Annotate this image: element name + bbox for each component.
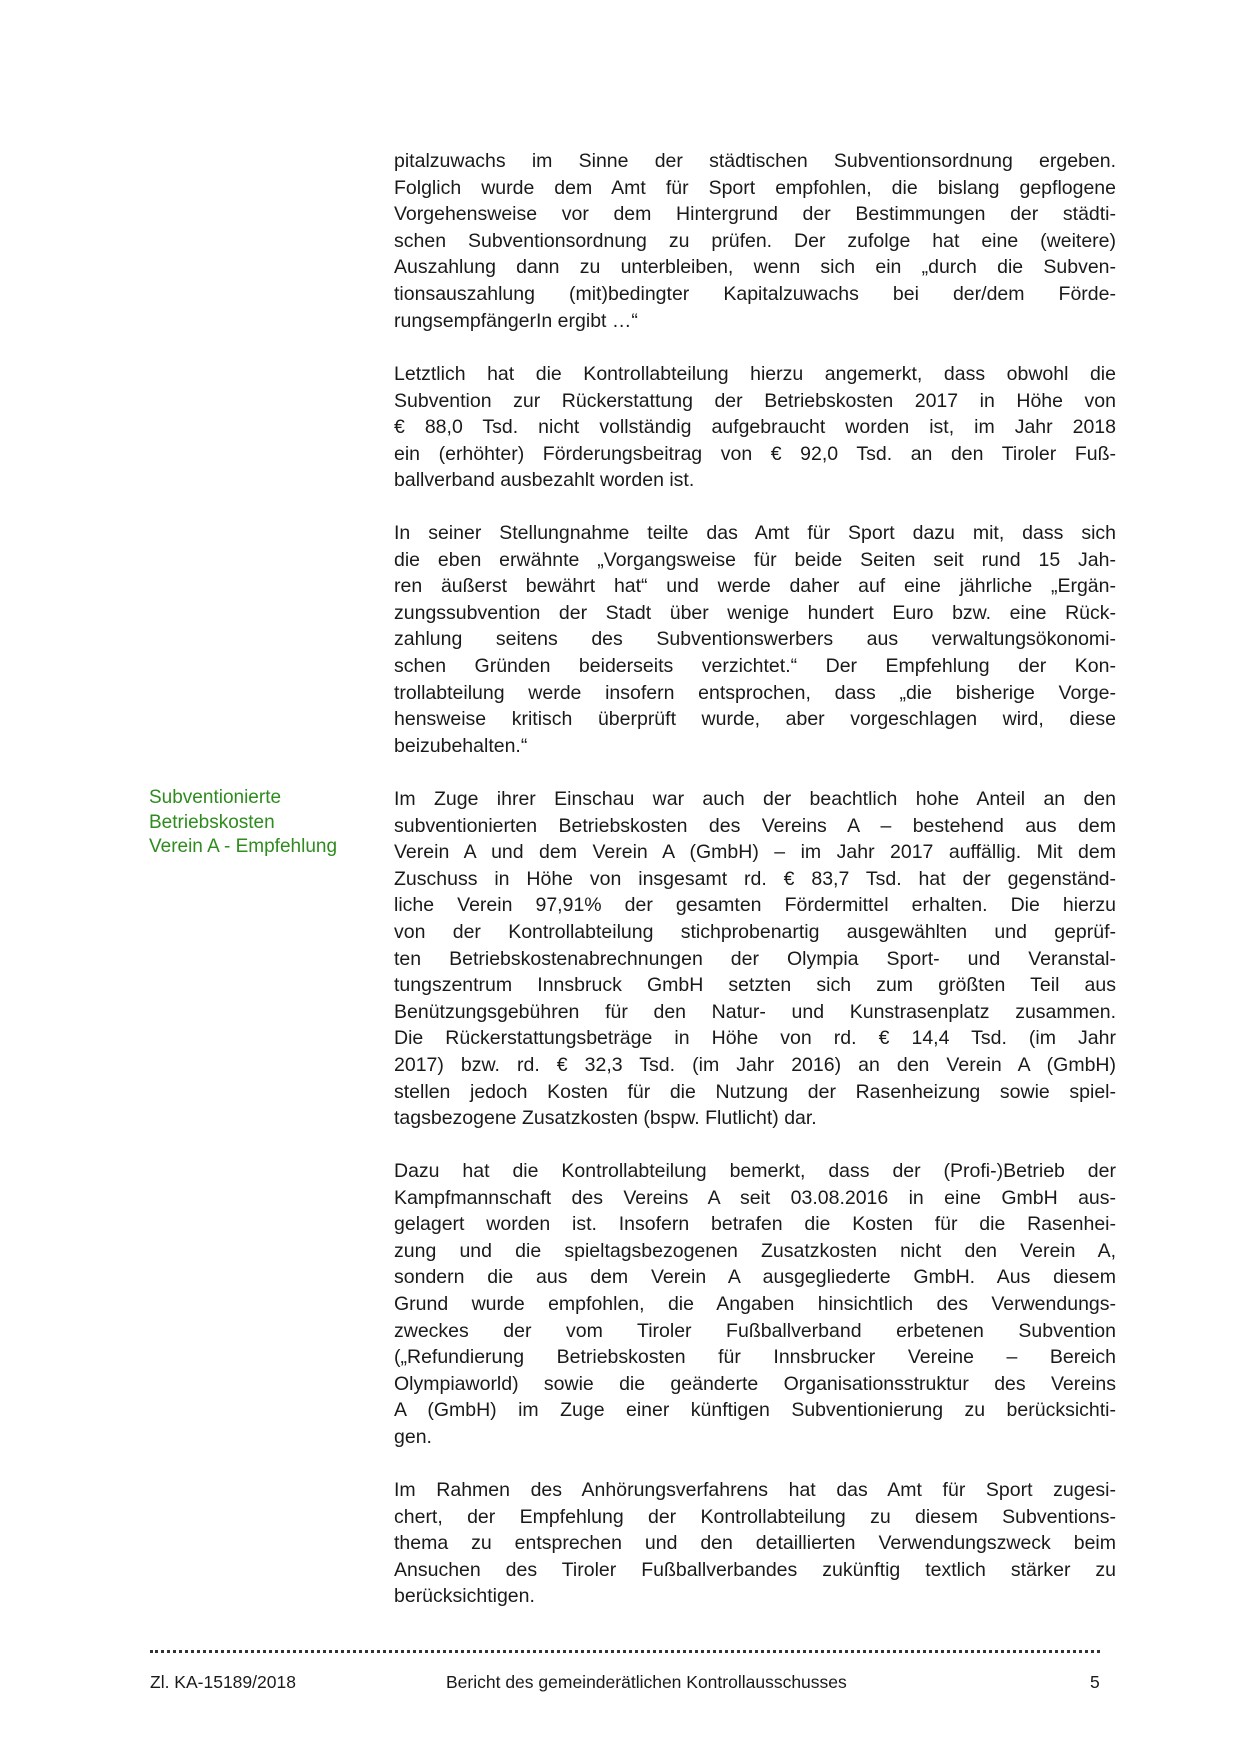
text-line: ballverband ausbezahlt worden ist. <box>394 469 695 492</box>
text-line: tungszentrum Innsbruck GmbH setzten sich zum größten Teil aus <box>394 974 1116 997</box>
margin-heading-line: Verein A - Empfehlung <box>149 836 338 857</box>
text-line: pitalzuwachs im Sinne der städtischen Subventionsordnung ergeben. <box>394 150 1116 172</box>
margin-heading <box>149 786 337 860</box>
text-line: berücksichtigen. <box>394 1585 535 1608</box>
margin-heading-line: Betriebskosten <box>149 811 275 833</box>
text-line: zungssubvention der Stadt über wenige hundert Euro bzw. eine Rück- <box>394 601 1116 624</box>
text-line: zahlung seitens des Subventionswerbers aus verwaltungsökonomi- <box>394 628 1116 651</box>
text-line: Kampfmannschaft des Vereins A seit 03.08.2016 in eine GmbH aus- <box>394 1186 1116 1209</box>
text-line: thema zu entsprechen und den detaillierten Verwendungszweck beim <box>394 1532 1116 1555</box>
text-line: hensweise kritisch überprüft wurde, aber vorgeschlagen wird, diese <box>394 708 1116 731</box>
text-line: Subvention zur Rückerstattung der Betriebskosten 2017 in Höhe von <box>394 389 1116 412</box>
text-line: stellen jedoch Kosten für die Nutzung der Rasenheizung sowie spiel- <box>394 1080 1116 1103</box>
footer-title: Bericht des gemeinderätlichen Kontrollausschusses <box>446 1672 847 1692</box>
paragraph <box>394 1477 1116 1610</box>
text-line: ten Betriebskostenabrechnungen der Olympia Sport- und Veranstal- <box>394 947 1116 970</box>
text-line: gelagert worden ist. Insofern betrafen die Kosten für die Rasenhei- <box>394 1213 1116 1236</box>
text-line: 2017) bzw. rd. € 32,3 Tsd. (im Jahr 2016) an den Verein A (GmbH) <box>394 1053 1116 1076</box>
text-line: ren äußerst bewährt hat“ und werde daher auf eine jährliche „Ergän- <box>394 575 1116 598</box>
paragraph <box>394 520 1116 759</box>
text-line: Auszahlung dann zu unterbleiben, wenn sich ein „durch die Subven- <box>394 256 1116 279</box>
paragraph <box>394 786 1116 1132</box>
paragraph <box>394 361 1116 494</box>
paragraph <box>394 148 1116 334</box>
text-line: beizubehalten.“ <box>394 734 528 757</box>
text-line: € 88,0 Tsd. nicht vollständig aufgebraucht worden ist, im Jahr 2018 <box>394 416 1116 439</box>
text-line: Im Zuge ihrer Einschau war auch der beachtlich hohe Anteil an den <box>394 788 1116 810</box>
text-line: liche Verein 97,91% der gesamten Fördermittel erhalten. Die hierzu <box>394 894 1116 917</box>
footer-reference: Zl. KA-15189/2018 <box>150 1672 296 1692</box>
text-line: Grund wurde empfohlen, die Angaben hinsichtlich des Verwendungs- <box>394 1292 1116 1315</box>
text-line: chert, der Empfehlung der Kontrollabteilung zu diesem Subventions- <box>394 1505 1116 1528</box>
text-line: Olympiaworld) sowie die geänderte Organisationsstruktur des Vereins <box>394 1372 1116 1395</box>
text-line: ein (erhöhter) Förderungsbeitrag von € 92,0 Tsd. an den Tiroler Fuß- <box>394 442 1116 465</box>
text-line: subventionierten Betriebskosten des Vereins A – bestehend aus dem <box>394 814 1116 837</box>
text-line: Letztlich hat die Kontrollabteilung hierzu angemerkt, dass obwohl die <box>394 363 1116 385</box>
text-line: tagsbezogene Zusatzkosten (bspw. Flutlicht) dar. <box>394 1107 817 1130</box>
text-line: In seiner Stellungnahme teilte das Amt für Sport dazu mit, dass sich <box>394 522 1116 544</box>
page-number: 5 <box>1090 1672 1100 1692</box>
paragraph <box>394 1158 1116 1451</box>
text-line: von der Kontrollabteilung stichprobenartig ausgewählten und geprüf- <box>394 920 1116 943</box>
text-line: Im Rahmen des Anhörungsverfahrens hat das Amt für Sport zugesi- <box>394 1479 1116 1501</box>
text-line: Verein A und dem Verein A (GmbH) – im Jahr 2017 auffällig. Mit dem <box>394 841 1116 864</box>
text-line: Zuschuss in Höhe von insgesamt rd. € 83,7 Tsd. hat der gegenständ- <box>394 867 1116 890</box>
text-line: A (GmbH) im Zuge einer künftigen Subventionierung zu berücksichti- <box>394 1399 1116 1422</box>
text-line: schen Gründen beiderseits verzichtet.“ Der Empfehlung der Kon- <box>394 654 1116 677</box>
text-line: („Refundierung Betriebskosten für Innsbrucker Vereine – Bereich <box>394 1346 1116 1369</box>
text-line: zweckes der vom Tiroler Fußballverband erbetenen Subvention <box>394 1319 1116 1342</box>
text-line: tionsauszahlung (mit)bedingter Kapitalzuwachs bei der/dem Förde- <box>394 282 1116 305</box>
text-line: Dazu hat die Kontrollabteilung bemerkt, dass der (Profi-)Betrieb der <box>394 1160 1116 1182</box>
text-line: schen Subventionsordnung zu prüfen. Der zufolge hat eine (weitere) <box>394 229 1116 252</box>
text-line: trollabteilung werde insofern entsprochen, dass „die bisherige Vorge- <box>394 681 1116 704</box>
text-line: Benützungsgebühren für den Natur- und Kunstrasenplatz zusammen. <box>394 1000 1116 1023</box>
text-line: Vorgehensweise vor dem Hintergrund der Bestimmungen der städti- <box>394 203 1116 226</box>
text-line: sondern die aus dem Verein A ausgegliederte GmbH. Aus diesem <box>394 1266 1116 1289</box>
text-line: Ansuchen des Tiroler Fußballverbandes zukünftig textlich stärker zu <box>394 1558 1116 1581</box>
text-line: zung und die spieltagsbezogenen Zusatzkosten nicht den Verein A, <box>394 1239 1116 1262</box>
text-line: Folglich wurde dem Amt für Sport empfohlen, die bislang gepflogene <box>394 176 1116 199</box>
text-line: die eben erwähnte „Vorgangsweise für beide Seiten seit rund 15 Jah- <box>394 548 1116 571</box>
text-line: gen. <box>394 1425 432 1448</box>
text-line: Die Rückerstattungsbeträge in Höhe von rd. € 14,4 Tsd. (im Jahr <box>394 1027 1116 1050</box>
footer-divider <box>150 1650 1100 1653</box>
margin-heading-line: Subventionierte <box>149 787 282 808</box>
text-line: rungsempfängerIn ergibt …“ <box>394 309 638 332</box>
